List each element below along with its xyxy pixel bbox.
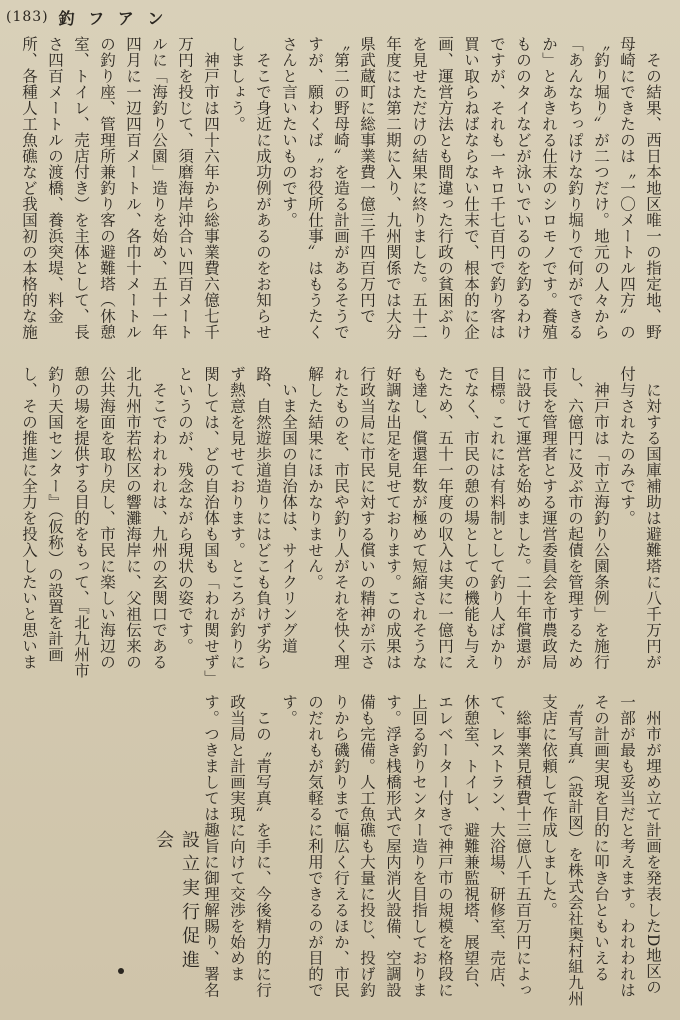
page-header <box>6 4 167 30</box>
paragraph: 神戸市は四十六年から総事業費六億七千万円を投じて、須磨海岸沖合い四百メートルに「海釣り公園」造りを始め、五十一年四月に一辺四百メートル、各巾十メートルの釣り座、管理所兼釣り客の避難塔（休憩室、トイレ、売店付き）を主体として、長さ四百メートルの渡橋、養浜突堤、料金所、各種人工魚礁など我国初の本格的な施 <box>20 36 220 340</box>
dot-mark <box>118 968 124 974</box>
paragraph: この〝青写真〟を手に、今後精力的に行政当局と計画実現に向けて交渉を始めます。つきましては趣旨に御理解賜り、署名 <box>202 694 272 998</box>
paragraph: 州市が埋め立て計画を発表したD地区の一部が最も妥当だと考えます。われわれはその計画実現を目的に叩き台ともいえる〝青写真〟（設計図）を株式会社奥村組九州支店に依頼して作成しました。 <box>540 694 662 1007</box>
paragraph: その結果、西日本地区唯一の指定地、野母崎にできたのは〝一〇メートル四方〟の〝釣り堀り〟が二つだけ。地元の人々から「あんなちっぽけな釣り堀りで何ができるか」とあきれる仕末のシロモノです。養殖もののタイなどが泳いでいるのを釣るわけですが、それも一キロ千七百円で釣り客は買い取らねばならない仕末で、根本的に企画、運営方法とも間違った行政の貧困ぶりを見せただけの結果に終りました。五十二年度には第二期に入り、九州関係では大分県武蔵町に総事業費一億三千四百万円で〝第二の野母崎〟を造る計画があるそうですが、願わくば〝お役所仕事〟はもうたくさんと言いたいものです。 <box>280 36 662 340</box>
paragraph: 神戸市は「市立海釣り公園条例」を施行し、六億円に及ぶ市の起債を管理するため市長を管理者とする運営委員会を市農政局に設けて運営を始めました。二十年償還が目標。これには有料制として釣り人ばかりでなく、市民の憩の場としての機能も与えたため、五十一年度の収入は実に一億円にも達し、償還年数が極めて短縮されそうな好調な出足を見せております。この成果は行政当局に市民に対する償いの精神が示されたものを、市民や釣り人がそれを快く理解した結果にほかなりません。 <box>306 366 610 670</box>
text-tier-bottom <box>196 694 666 1010</box>
signature: 設立実行促進会 <box>153 830 200 974</box>
paragraph: そこでわれわれは、九州の玄関口である北九州市若松区の響灘海岸に、父祖伝来の公共海面を取り戻し、市民に楽しい海辺の憩の場を提供する目的をもって、『北九州市釣り天国センター』（仮称）の設置を計画し、その推進に全力を投入したいと思いま <box>20 366 168 679</box>
section-title: 釣 フ ア ン <box>58 8 168 28</box>
text-tier-top <box>18 36 666 354</box>
paragraph: 総事業見積費十三億八千五百万円によって、レストラン、大浴場、研修室、売店、休憩室、トイレ、避難兼監視塔、展望台、エレベーター付きで神戸市の規模を格段に上回る釣りセンター造りを目指しております。浮き桟橋形式で屋内消火設備、空調設備も完備。人工魚礁も大量に投じ、投げ釣りから磯釣りまで幅広く行えるほか、市民のだれもが気軽るに利用できるのが目的です。 <box>280 694 532 998</box>
page-number: (183) <box>6 9 49 25</box>
text-tier-middle <box>18 366 666 684</box>
paragraph: いま全国の自治体は、サイクリング道路、自然遊歩道造りにはどこも負けず劣らず熱意を見せております。ところが釣りに関しては、どの自治体も国も「われ関せず」というのが、残念ながら現状の姿です。 <box>176 366 298 679</box>
paragraph: に対する国庫補助は避難塔に八千万円が付与されたのみです。 <box>618 366 662 670</box>
paragraph: そこで身近に成功例があるのをお知らせしましょう。 <box>228 36 272 340</box>
